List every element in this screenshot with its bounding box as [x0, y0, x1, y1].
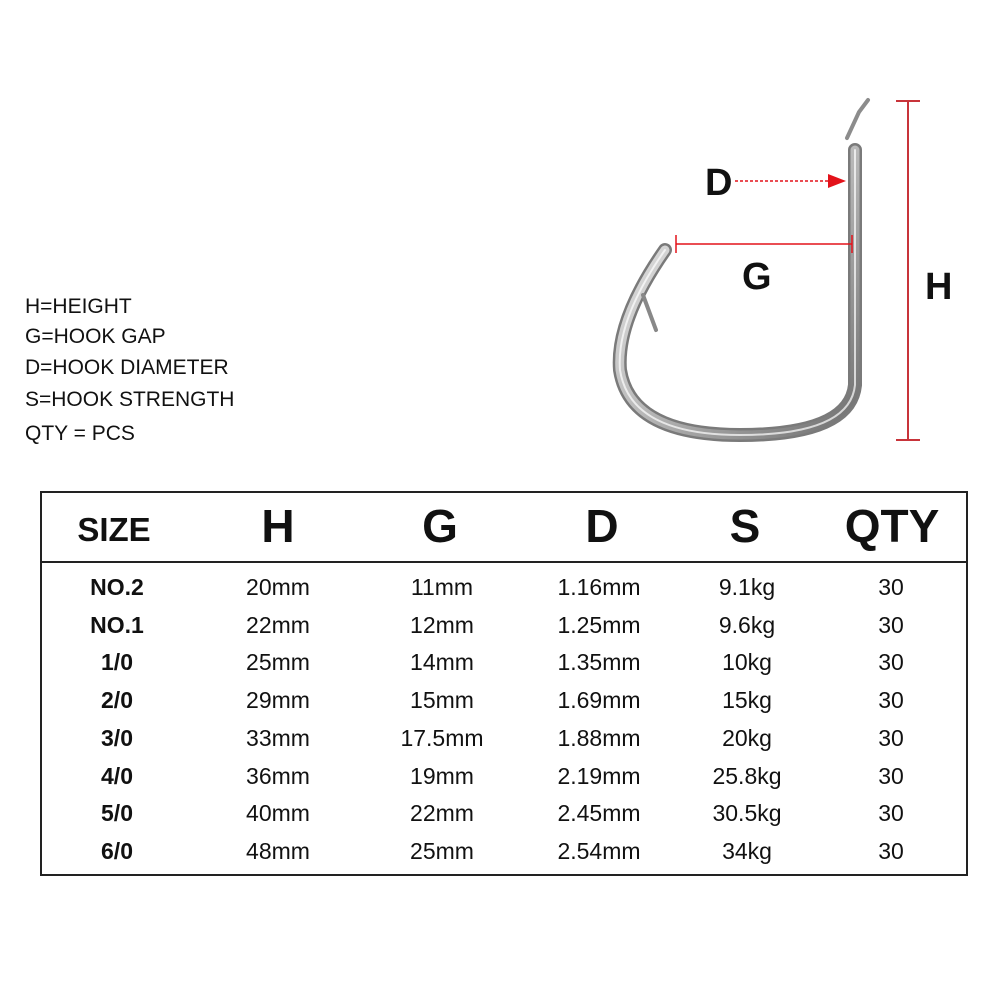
legend-height: H=HEIGHT	[25, 295, 132, 318]
cell-h: 40mm	[246, 800, 310, 827]
cell-g: 19mm	[410, 762, 474, 789]
cell-size: 1/0	[101, 649, 133, 676]
header-h: H	[261, 500, 295, 552]
cell-g: 11mm	[410, 574, 474, 600]
legend-qty: QTY = PCS	[25, 422, 135, 445]
cell-d: 1.16mm	[557, 574, 641, 600]
cell-g: 25mm	[410, 837, 474, 864]
cell-s: 25.8kg	[712, 762, 782, 789]
cell-s: 9.1kg	[718, 574, 776, 600]
cell-size: 3/0	[101, 724, 133, 751]
header-d: D	[585, 500, 619, 552]
cell-size: NO.1	[90, 611, 144, 638]
cell-s: 20kg	[722, 724, 772, 751]
table-row	[42, 758, 966, 795]
cell-size: 6/0	[101, 837, 133, 864]
legend-hook-gap: G=HOOK GAP	[25, 325, 166, 348]
legend-hook-strength: S=HOOK STRENGTH	[25, 388, 235, 411]
cell-s: 30.5kg	[712, 800, 782, 827]
header-g: G	[422, 500, 458, 552]
cell-h: 48mm	[246, 837, 310, 864]
cell-g: 17.5mm	[400, 724, 484, 751]
cell-d: 1.25mm	[557, 611, 641, 638]
cell-h: 36mm	[246, 762, 310, 789]
cell-s: 15kg	[722, 687, 772, 714]
cell-d: 2.19mm	[557, 762, 641, 789]
table-header	[42, 493, 966, 563]
cell-size: NO.2	[90, 574, 144, 600]
cell-d: 2.45mm	[557, 800, 641, 827]
table-row	[42, 795, 966, 832]
cell-qty: 30	[878, 611, 904, 638]
table-row	[42, 607, 966, 644]
cell-size: 4/0	[101, 762, 133, 789]
label-h: H	[925, 266, 953, 308]
spec-table	[40, 491, 968, 876]
cell-qty: 30	[878, 837, 904, 864]
label-g: G	[742, 256, 772, 298]
cell-d: 1.35mm	[557, 649, 641, 676]
cell-s: 34kg	[722, 837, 772, 864]
cell-g: 22mm	[410, 800, 474, 827]
cell-qty: 30	[878, 800, 904, 827]
hook-diagram	[590, 90, 990, 460]
cell-d: 1.88mm	[557, 724, 641, 751]
cell-qty: 30	[878, 649, 904, 676]
header-qty: QTY	[844, 500, 940, 552]
cell-size: 5/0	[101, 800, 133, 827]
cell-h: 25mm	[246, 649, 310, 676]
cell-g: 15mm	[410, 687, 474, 714]
cell-qty: 30	[878, 762, 904, 789]
cell-qty: 30	[878, 724, 904, 751]
cell-size: 2/0	[101, 687, 133, 714]
cell-g: 14mm	[410, 649, 474, 676]
cell-s: 10kg	[722, 649, 772, 676]
table-row	[42, 644, 966, 681]
table-row	[42, 833, 966, 870]
cell-s: 9.6kg	[718, 611, 776, 638]
header-s: S	[729, 500, 761, 552]
table-row	[42, 569, 966, 606]
label-d: D	[705, 162, 733, 204]
cell-g: 12mm	[410, 611, 474, 638]
cell-d: 2.54mm	[557, 837, 641, 864]
cell-h: 22mm	[246, 611, 310, 638]
table-row	[42, 720, 966, 757]
cell-h: 20mm	[246, 574, 310, 600]
cell-qty: 30	[878, 687, 904, 714]
header-size: SIZE	[77, 511, 151, 548]
cell-d: 1.69mm	[557, 687, 641, 714]
legend-hook-diameter: D=HOOK DIAMETER	[25, 356, 229, 379]
cell-h: 29mm	[246, 687, 310, 714]
cell-qty: 30	[878, 574, 904, 600]
table-row	[42, 682, 966, 719]
cell-h: 33mm	[246, 724, 310, 751]
